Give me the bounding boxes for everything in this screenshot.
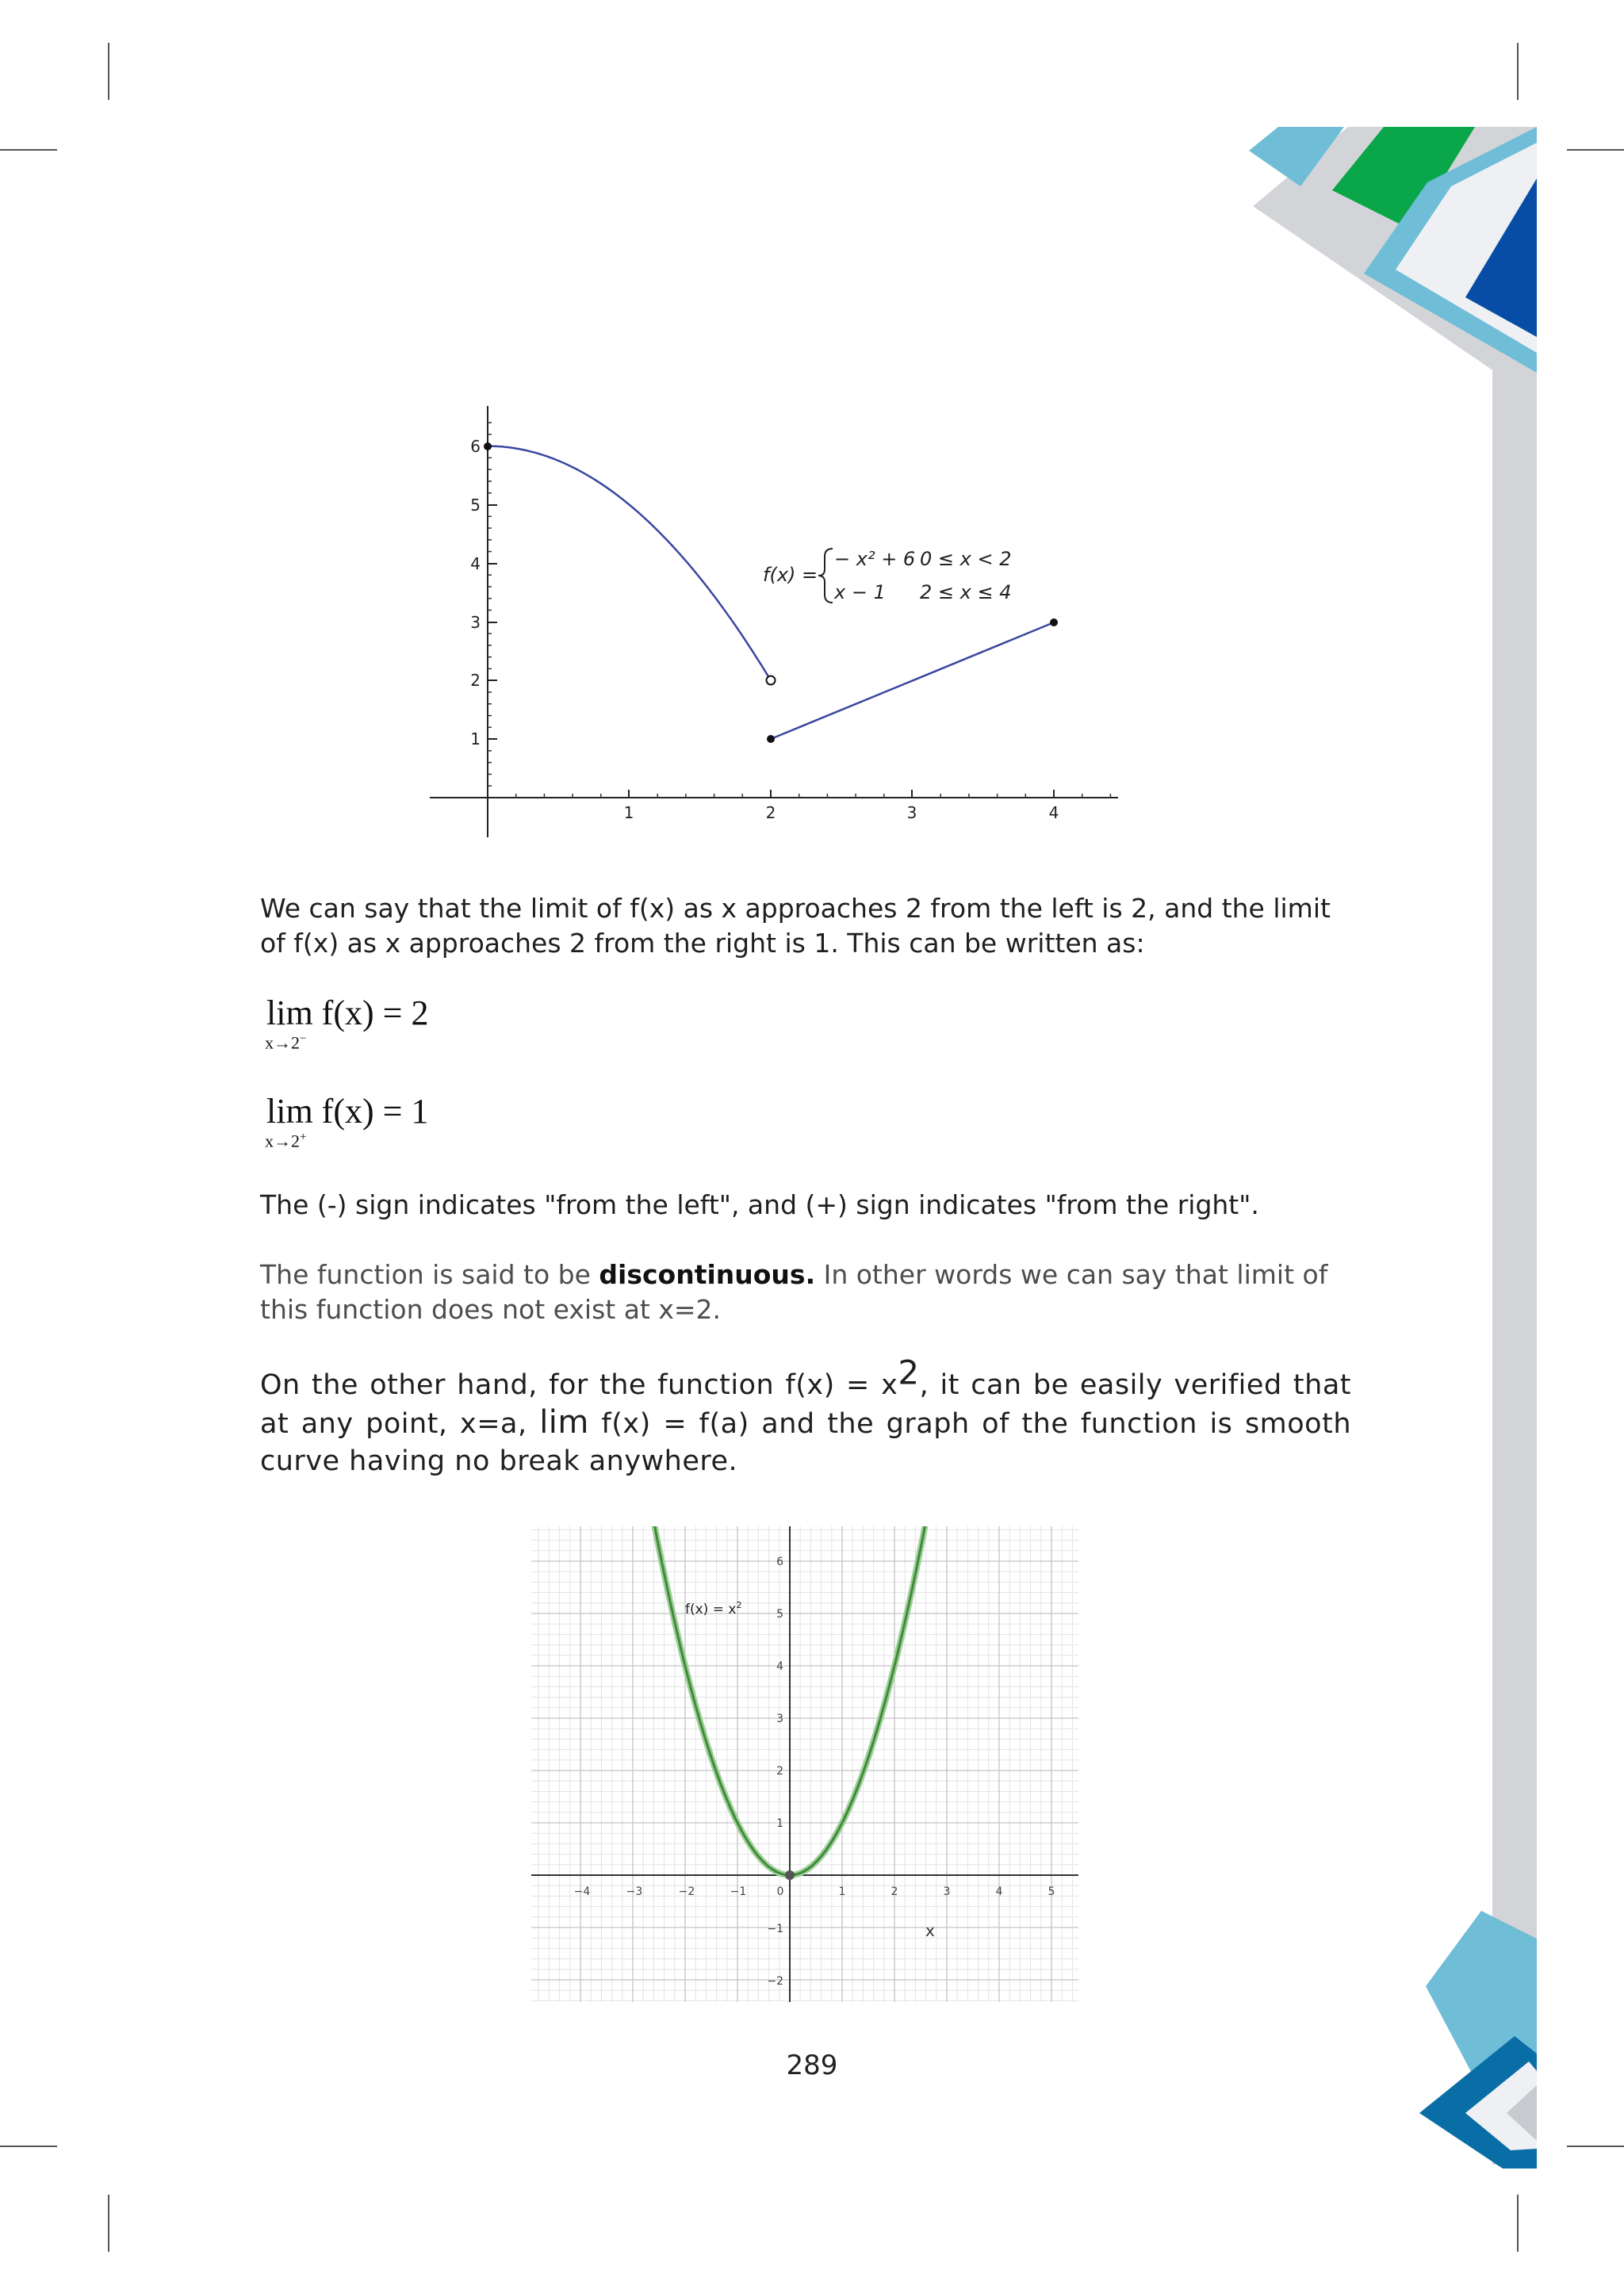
- paragraph-discontinuous: The function is said to be discontinuous. In other words we can say that limit of this function does not exist at x=2.: [260, 1259, 1328, 1325]
- page-number: 289: [786, 2050, 838, 2081]
- y-tick-label: 4: [776, 1660, 783, 1673]
- y-tick-label: −1: [767, 1923, 783, 1935]
- y-tick-label: 5: [776, 1608, 783, 1621]
- x-tick-label: 3: [906, 803, 917, 822]
- y-tick-label: 6: [470, 437, 481, 456]
- x-tick-label: 0: [776, 1885, 784, 1898]
- parabola-graph: [531, 1526, 1086, 2010]
- limit-left-expression: [265, 993, 429, 1053]
- y-tick-label: 6: [776, 1556, 783, 1568]
- x-tick-label: 2: [765, 803, 776, 822]
- parabola-curve: [488, 446, 771, 681]
- limit-right-expression: [265, 1091, 429, 1151]
- formula-piece1: − x² + 6: [834, 548, 916, 570]
- formula-lhs: f(x) =: [763, 564, 818, 586]
- bold-discontinuous: discontinuous.: [599, 1259, 816, 1290]
- y-tick-label: 1: [776, 1817, 783, 1830]
- x-tick-label: −1: [730, 1885, 747, 1898]
- x-tick-label: 5: [1048, 1885, 1055, 1898]
- y-tick-label: 2: [776, 1765, 783, 1778]
- x-tick-label: −2: [678, 1885, 695, 1898]
- x-tick-label: −4: [573, 1885, 591, 1898]
- x-tick-label: 2: [891, 1885, 898, 1898]
- solid-point: [1050, 618, 1058, 626]
- line-segment: [771, 622, 1054, 739]
- x-tick-label: 4: [995, 1885, 1003, 1898]
- x-tick-label: 4: [1048, 803, 1059, 822]
- x-tick-label: −3: [626, 1885, 643, 1898]
- formula-brace: [818, 549, 833, 603]
- piecewise-graph: [420, 396, 1150, 848]
- x-tick-label: 1: [623, 803, 634, 822]
- limit-right-subscript: x→2+: [265, 1131, 307, 1151]
- y-tick-label: 3: [470, 613, 481, 632]
- paragraph-sign-meaning: The (-) sign indicates "from the left", and (+) sign indicates "from the right".: [260, 1189, 1259, 1220]
- paragraph-continuous: On the other hand, for the function $f(x) = x^2$, it can be easily verified that at any point, x=a, lim f(x) = f(a) and the graph of the function is smooth curve having no break anywhere.: [260, 1353, 1352, 1477]
- open-point: [767, 676, 776, 685]
- paragraph-limits-intro: We can say that the limit of f(x) as x approaches 2 from the left is 2, and the limit of f(x) as x approaches 2 from the right is 1. This can be written as:: [260, 893, 1331, 959]
- function-label: $f(x) = x^2$: [685, 1600, 742, 1617]
- x-axis-label: x: [925, 1921, 935, 1940]
- origin-point: [785, 1870, 795, 1880]
- y-tick-label: 2: [470, 671, 481, 690]
- y-tick-label: 5: [470, 496, 481, 515]
- y-tick-label: 4: [470, 554, 481, 573]
- y-tick-label: 3: [776, 1713, 783, 1725]
- formula-piece2: x − 1: [834, 581, 886, 603]
- formula-cond1: 0 ≤ x < 2: [920, 548, 1012, 570]
- formula-cond2: 2 ≤ x ≤ 4: [920, 581, 1012, 603]
- solid-point: [484, 442, 492, 450]
- limit-right-text: lim f(x) = 1: [266, 1092, 429, 1131]
- x-tick-label: 3: [943, 1885, 951, 1898]
- limit-left-text: lim f(x) = 2: [266, 993, 429, 1032]
- y-tick-label: 1: [470, 729, 481, 748]
- limit-left-subscript: x→2−: [265, 1032, 307, 1053]
- solid-point: [767, 735, 775, 743]
- x-tick-label: 1: [838, 1885, 846, 1898]
- y-tick-label: −2: [767, 1975, 783, 1988]
